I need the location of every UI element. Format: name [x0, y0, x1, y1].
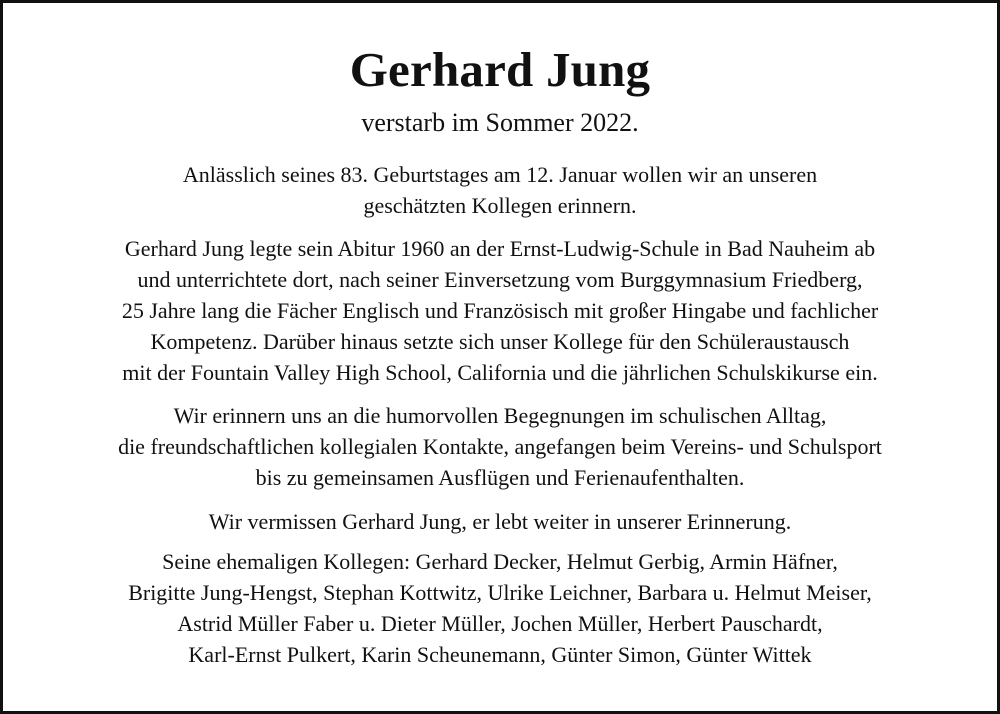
career-paragraph — [3, 233, 997, 388]
text-line: die freundschaftlichen kollegialen Kontakte, angefangen beim Vereins- und Schulsport — [118, 434, 882, 459]
text-line: 25 Jahre lang die Fächer Englisch und Französisch mit großer Hingabe und fachlicher — [121, 298, 879, 323]
text-line: mit der Fountain Valley High School, California und die jährlichen Schulskikurse ein. — [122, 360, 878, 385]
deceased-name: Gerhard Jung — [349, 42, 651, 97]
text-line: Astrid Müller Faber u. Dieter Müller, Jochen Müller, Herbert Pauschardt, — [177, 611, 823, 636]
text-line: Brigitte Jung-Hengst, Stephan Kottwitz, Ulrike Leichner, Barbara u. Helmut Meiser, — [128, 580, 872, 605]
text-line: Seine ehemaligen Kollegen: Gerhard Decker, Helmut Gerbig, Armin Häfner, — [162, 549, 838, 574]
remembrance-paragraph — [3, 506, 997, 537]
text-line: geschätzten Kollegen erinnern. — [363, 193, 637, 218]
text-line: Wir vermissen Gerhard Jung, er lebt weiter in unserer Erinnerung. — [208, 509, 792, 534]
birthday-paragraph — [3, 159, 997, 221]
text-line: Wir erinnern uns an die humorvollen Begegnungen im schulischen Alltag, — [173, 403, 827, 428]
text-line: Anlässlich seines 83. Geburtstages am 12. Januar wollen wir an unseren — [182, 162, 818, 187]
text-line: Gerhard Jung legte sein Abitur 1960 an der Ernst-Ludwig-Schule in Bad Nauheim ab — [124, 236, 876, 261]
text-line: bis zu gemeinsamen Ausflügen und Ferienaufenthalten. — [255, 465, 745, 490]
death-notice-subtitle: verstarb im Sommer 2022. — [361, 108, 639, 137]
memories-paragraph — [3, 400, 997, 493]
text-line: Karl-Ernst Pulkert, Karin Scheunemann, Günter Simon, Günter Wittek — [188, 642, 812, 667]
text-line: und unterrichtete dort, nach seiner Einversetzung vom Burggymnasium Friedberg, — [137, 267, 863, 292]
text-line: Kompetenz. Darüber hinaus setzte sich unser Kollege für den Schüleraustausch — [150, 329, 850, 354]
colleagues-signature — [3, 546, 997, 670]
